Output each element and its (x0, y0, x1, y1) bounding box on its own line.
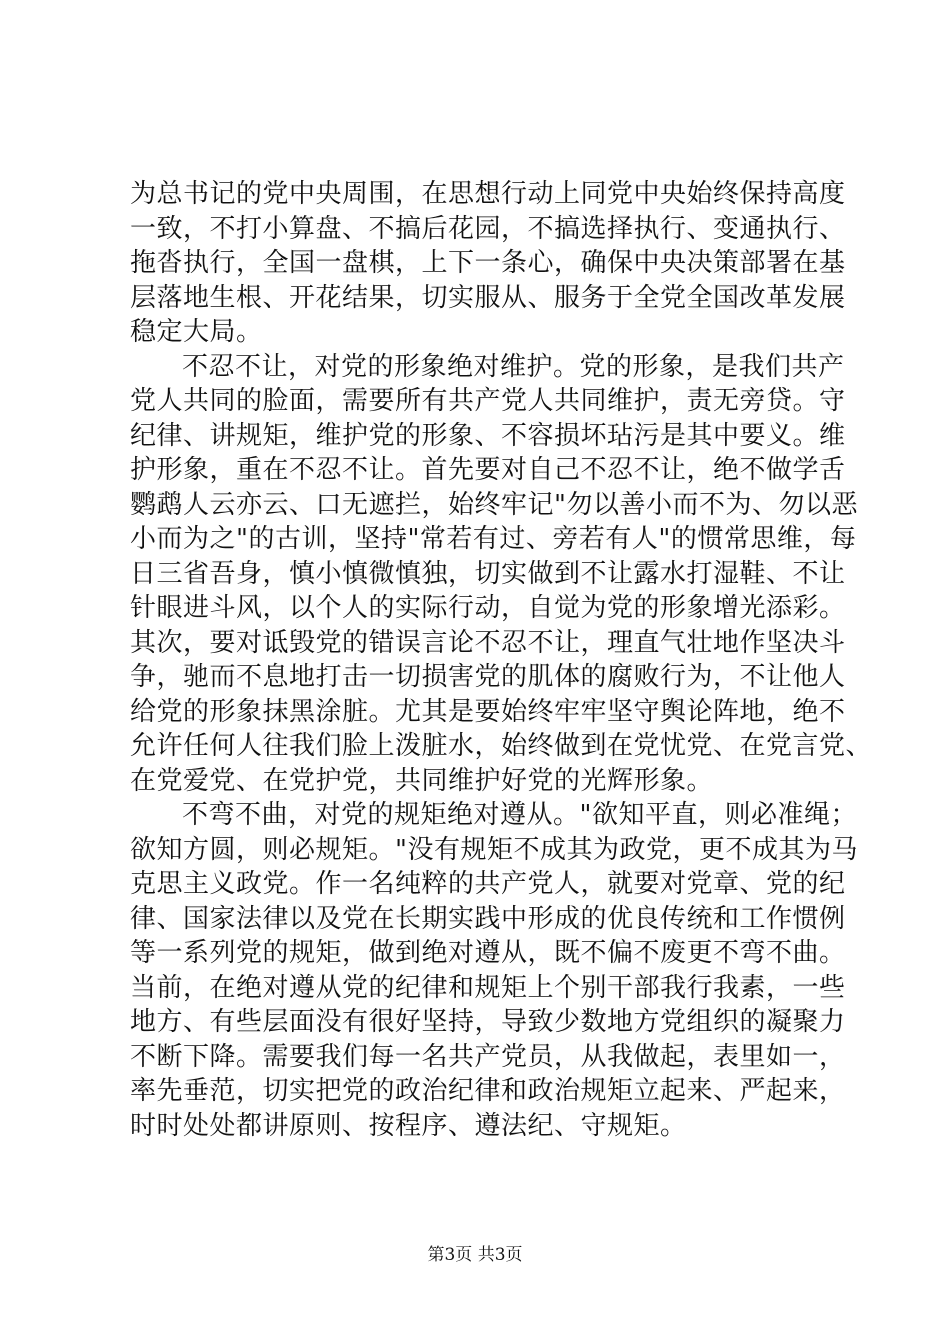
text-line: 欲知方圆，则必规矩。"没有规矩不成其为政党，更不成其为马 (130, 834, 858, 865)
text-line: 为总书记的党中央周围，在思想行动上同党中央始终保持高度 (130, 179, 846, 209)
text-line: 一致，不打小算盘、不搞后花园，不搞选择执行、变通执行、 (130, 213, 846, 244)
text-line: 针眼进斗风，以个人的实际行动，自觉为党的形象增光添彩。 (130, 593, 846, 623)
paragraph-2 (130, 350, 873, 799)
text-line: 护形象，重在不忍不让。首先要对自己不忍不让，绝不做学舌 (130, 455, 846, 485)
text-line: 不弯不曲，对党的规矩绝对遵从。"欲知平直，则必准绳； (182, 800, 857, 830)
paragraph-1 (130, 177, 846, 350)
text-line: 争，驰而不息地打击一切损害党的肌体的腐败行为，不让他人 (130, 662, 846, 692)
text-line: 律、国家法律以及党在长期实践中形成的优良传统和工作惯例 (130, 903, 846, 934)
text-line: 不断下降。需要我们每一名共产党员，从我做起，表里如一， (130, 1041, 846, 1072)
text-line: 党人共同的脸面，需要所有共产党人共同维护，责无旁贷。守 (130, 386, 846, 416)
text-line: 率先垂范，切实把党的政治纪律和政治规矩立起来、严起来， (130, 1076, 846, 1106)
text-line: 允许任何人往我们脸上泼脏水，始终做到在党忧党、在党言党、 (130, 731, 873, 761)
text-line: 当前，在绝对遵从党的纪律和规矩上个别干部我行我素，一些 (130, 972, 846, 1003)
text-line: 等一系列党的规矩，做到绝对遵从，既不偏不废更不弯不曲。 (130, 938, 846, 968)
text-line: 地方、有些层面没有很好坚持，导致少数地方党组织的凝聚力 (130, 1007, 846, 1037)
text-line: 不忍不让，对党的形象绝对维护。党的形象，是我们共产 (182, 351, 845, 382)
text-line: 纪律、讲规矩，维护党的形象、不容损坏玷污是其中要义。维 (130, 420, 846, 451)
text-line: 时时处处都讲原则、按程序、遵法纪、守规矩。 (130, 1110, 687, 1141)
document-body (130, 177, 873, 1143)
text-line: 在党爱党、在党护党，共同维护好党的光辉形象。 (130, 765, 714, 796)
paragraph-3 (130, 798, 858, 1143)
text-line: 拖沓执行，全国一盘棋，上下一条心，确保中央决策部署在基 (130, 248, 846, 278)
text-line: 稳定大局。 (130, 317, 263, 347)
text-line: 鹦鹉人云亦云、口无遮拦，始终牢记"勿以善小而不为、勿以恶 (130, 489, 858, 520)
text-line: 小而为之"的古训，坚持"常若有过、旁若有人"的惯常思维，每 (130, 524, 857, 554)
text-line: 给党的形象抹黑涂脏。尤其是要始终牢牢坚守舆论阵地，绝不 (130, 696, 846, 727)
text-line: 其次，要对诋毁党的错误言论不忍不让，理直气壮地作坚决斗 (130, 627, 846, 658)
text-line: 层落地生根、开花结果，切实服从、服务于全党全国改革发展 (130, 282, 846, 313)
page-number-label: 第3页 共3页 (427, 1245, 523, 1265)
text-line: 克思主义政党。作一名纯粹的共产党人，就要对党章、党的纪 (130, 869, 846, 899)
page-footer (0, 1244, 950, 1266)
text-line: 日三省吾身，慎小慎微慎独，切实做到不让露水打湿鞋、不让 (130, 558, 846, 589)
